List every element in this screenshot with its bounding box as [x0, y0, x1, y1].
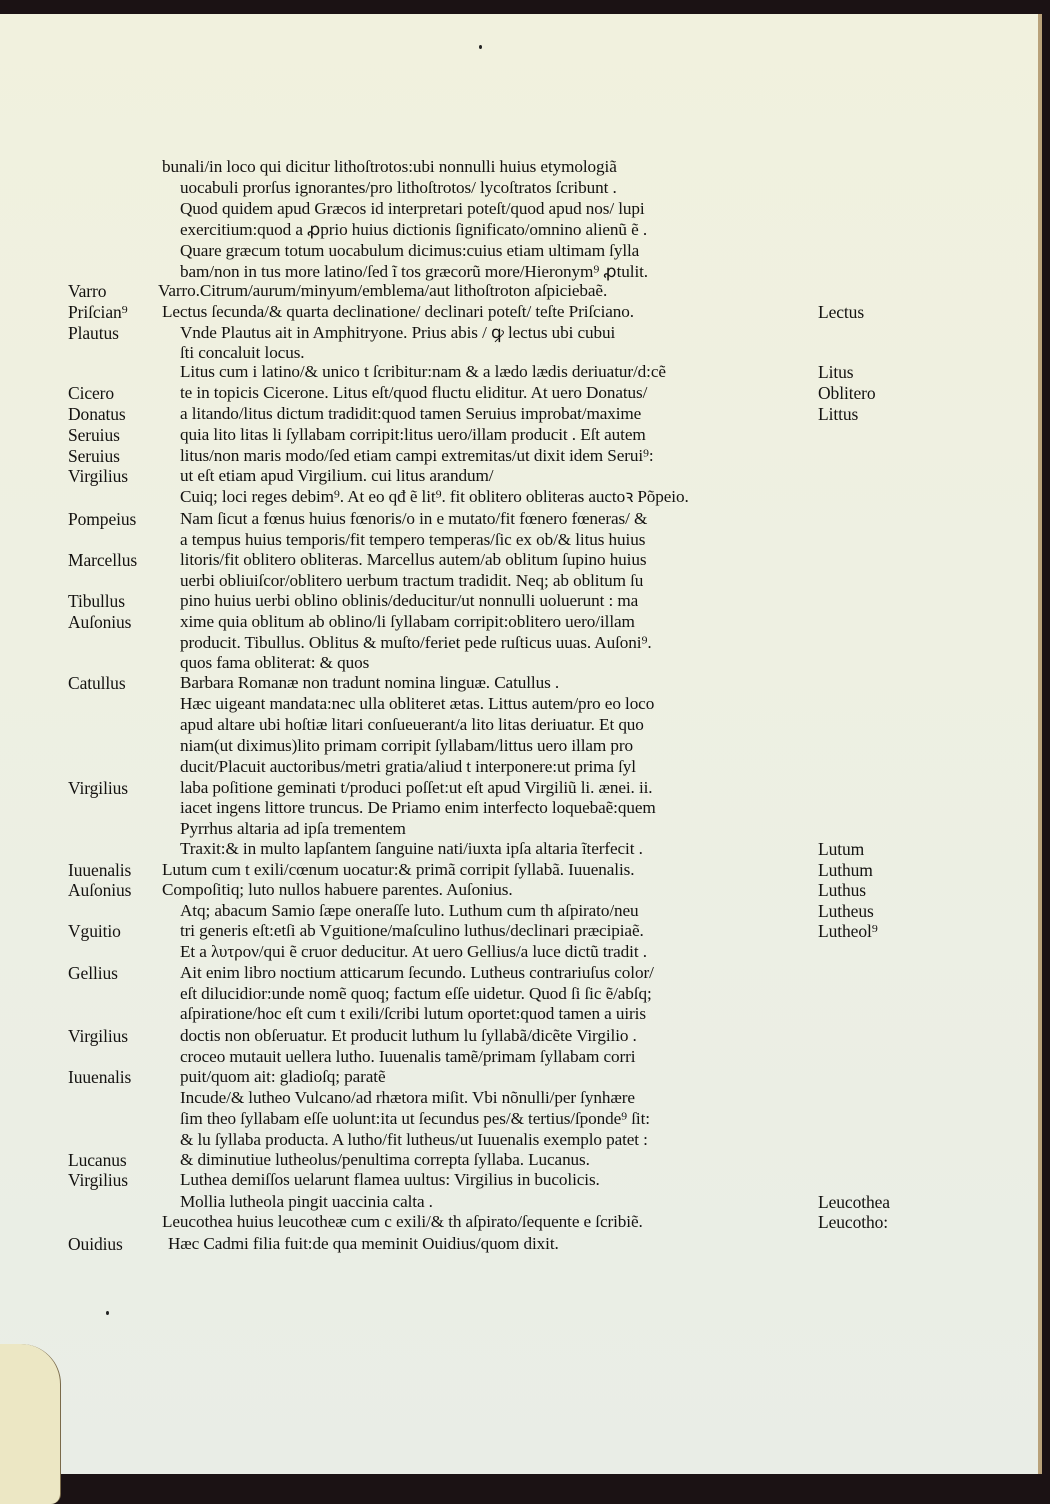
margin-note-left: Gellius — [68, 963, 118, 983]
margin-note-left: Iuuenalis — [68, 860, 132, 880]
margin-note-right: Luthus — [818, 880, 867, 900]
text-line: quia lito litas li ſyllabam corripit:litus uero/illam producit . Eſt autem — [180, 425, 646, 444]
text-line: litus/non maris modo/ſed etiam campi extremitas/ut dixit idem Serui⁹: — [180, 446, 654, 465]
text-line: & diminutiue lutheolus/penultima correpta ſyllaba. Lucanus. — [180, 1150, 590, 1169]
margin-note-left: Virgilius — [68, 466, 128, 486]
margin-note-left: Cicero — [68, 383, 115, 403]
text-line: Mollia lutheola pingit uaccinia calta . — [180, 1192, 433, 1211]
text-line: uocabuli prorſus ignorantes/pro lithoſtrotos/ lycoſtratos ſcribunt . — [180, 178, 617, 197]
text-line: litoris/fit oblitero obliteras. Marcellus autem/ab oblitum ſupino huius — [180, 550, 647, 569]
text-line: Incude/& lutheo Vulcano/ad rhætora miſit. Vbi nõnulli/per ſynhære — [180, 1088, 635, 1107]
ink-speck — [479, 45, 482, 49]
text-line: a tempus huius temporis/fit tempero temperas/ſic ex ob/& litus huius — [180, 530, 646, 549]
text-line: bunali/in loco qui dicitur lithoſtrotos:ubi nonnulli huius etymologiã — [162, 157, 617, 176]
text-line: Barbara Romanæ non tradunt nomina linguæ. Catullus . — [180, 673, 560, 692]
text-line: Lutum cum t exili/cœnum uocatur:& primã corripit ſyllabã. Iuuenalis. — [162, 860, 635, 879]
margin-note-left: Virgilius — [68, 778, 128, 798]
text-line: Cuiq; loci reges debim⁹. At eo qđ ẽ lit⁹. fit oblitero obliteras auctoꝛ Põpeio. — [180, 487, 689, 506]
text-line: ut eſt etiam apud Virgilium. cui litus arandum/ — [180, 466, 494, 485]
text-line: Hæc Cadmi filia fuit:de qua meminit Ouidius/quom dixit. — [168, 1234, 559, 1253]
text-line: Quod quidem apud Græcos id interpretari poteſt/quod apud nos/ lupi — [180, 199, 645, 218]
margin-note-right: Lectus — [818, 302, 865, 322]
margin-note-left: Catullus — [68, 673, 126, 693]
margin-note-right: Leucotho: — [818, 1212, 889, 1232]
text-line: laba poſitione geminati t/produci poſſet:ut eſt apud Virgiliũ li. ænei. ii. — [180, 778, 653, 797]
margin-note-left: Virgilius — [68, 1026, 128, 1046]
text-line: Atq; abacum Samio ſæpe oneraſſe luto. Luthum cum th aſpirato/neu — [180, 901, 639, 920]
text-line: exercitium:quod a ꝓprio huius dictionis ſignificato/omnino alienũ ẽ . — [180, 220, 648, 239]
text-line: ducit/Placuit auctoribus/metri gratia/aliud t interponere:ut prima ſyl — [180, 757, 636, 776]
text-line: & lu ſyllaba producta. A lutho/fit lutheus/ut Iuuenalis exemplo patet : — [180, 1130, 648, 1149]
margin-note-left: Ouidius — [68, 1234, 123, 1254]
page-stain — [0, 1344, 61, 1504]
text-line: ſim theo ſyllabam eſſe uolunt:ita ut ſecundus pes/& tertius/ſponde⁹ ſit: — [180, 1109, 650, 1128]
text-line: Nam ſicut a fœnus huius fœnoris/o in e mutato/fit fœnero fœneras/ & — [180, 509, 648, 528]
margin-note-left: Marcellus — [68, 550, 138, 570]
text-line: Lectus ſecunda/& quarta declinatione/ declinari poteſt/ teſte Priſciano. — [162, 302, 634, 321]
text-line: eſt dilucidior:unde nomẽ quoq; factum eſſe uidetur. Quod ſi ſic ẽ/abſq; — [180, 984, 652, 1003]
margin-note-right: Luthum — [818, 860, 873, 880]
text-line: iacet ingens littore truncus. De Priamo enim interfecto loquebaẽ:quem — [180, 798, 656, 817]
text-line: te in topicis Cicerone. Litus eſt/quod fluctu eliditur. At uero Donatus/ — [180, 383, 648, 402]
margin-note-left: Auſonius — [68, 880, 132, 900]
text-line: Ait enim libro noctium atticarum ſecundo. Lutheus contrariuſus color/ — [180, 963, 654, 982]
text-line: Leucothea huius leucotheæ cum c exili/& th aſpirato/ſequente e ſcribiẽ. — [162, 1212, 643, 1231]
margin-note-left: Virgilius — [68, 1170, 128, 1190]
text-line: Luthea demiſſos uelarunt flamea uultus: Virgilius in bucolicis. — [180, 1170, 600, 1189]
margin-note-left: Donatus — [68, 404, 126, 424]
text-line: Vnde Plautus ait in Amphitryone. Prius abis / ꝙ lectus ubi cubui — [180, 323, 616, 342]
text-line: niam(ut diximus)lito primam corripit ſyllabam/littus uero illam pro — [180, 736, 633, 755]
text-line: producit. Tibullus. Oblitus & muſto/feriet pede ruſticus uuas. Auſoni⁹. — [180, 633, 652, 652]
text-line: Pyrrhus altaria ad ipſa trementem — [180, 819, 406, 838]
text-line: uerbi obliuiſcor/oblitero uerbum tractum tradidit. Neq; ab oblitum ſu — [180, 571, 644, 590]
margin-note-left: Vguitio — [68, 921, 121, 941]
margin-note-right: Lutheol⁹ — [818, 921, 878, 941]
text-line: apud altare ubi hoſtiæ litari conſueuerant/a lito litas deriuatur. Et quo — [180, 715, 644, 734]
text-line: Traxit:& in multo lapſantem ſanguine nati/iuxta ipſa altaria ĩterfecit . — [180, 839, 643, 858]
text-line: quos fama obliterat: & quos — [180, 653, 370, 672]
margin-note-left: Varro — [68, 281, 107, 301]
margin-note-right: Lutum — [818, 839, 865, 859]
text-line: puit/quom ait: gladioſq; paratẽ — [180, 1067, 386, 1086]
text-line: a litando/litus dictum tradidit:quod tamen Seruius improbat/maxime — [180, 404, 642, 423]
margin-note-left: Auſonius — [68, 612, 132, 632]
text-line: Et a λυτρον/qui ẽ cruor deducitur. At uero Gellius/a luce dictũ tradit . — [180, 942, 647, 961]
text-line: ſti concaluit locus. — [180, 343, 305, 362]
margin-note-right: Litus — [818, 362, 854, 382]
text-line: pino huius uerbi oblino oblinis/deducitur/ut nonnulli uoluerunt : ma — [180, 591, 639, 610]
text-line: xime quia oblitum ab oblino/li ſyllabam corripit:oblitero uero/illam — [180, 612, 635, 631]
margin-note-right: Oblitero — [818, 383, 876, 403]
margin-note-left: Pompeius — [68, 509, 137, 529]
text-line: croceo mutauit uellera lutho. Iuuenalis tamẽ/primam ſyllabam corri — [180, 1047, 636, 1066]
text-line: Litus cum i latino/& unico t ſcribitur:nam & a lædo lædis deriuatur/d:cẽ — [180, 362, 666, 381]
text-line: Varro.Citrum/aurum/minyum/emblema/aut lithoſtroton aſpiciebaẽ. — [158, 281, 608, 300]
margin-note-left: Plautus — [68, 323, 119, 343]
margin-note-left: Lucanus — [68, 1150, 127, 1170]
margin-note-right: Leucothea — [818, 1192, 890, 1212]
text-line: Quare græcum totum uocabulum dicimus:cuius etiam ultimam ſylla — [180, 241, 640, 260]
text-line: Compoſitiq; luto nullos habuere parentes. Auſonius. — [162, 880, 513, 899]
margin-note-left: Seruius — [68, 425, 120, 445]
text-line: aſpiratione/hoc eſt cum t exili/ſcribi lutum oportet:quod tamen a uiris — [180, 1004, 646, 1023]
text-line: tri generis eſt:etſi ab Vguitione/maſculino luthus/declinari præcipiaẽ. — [180, 921, 644, 940]
margin-note-left: Tibullus — [68, 591, 125, 611]
text-line: Hæc uigeant mandata:nec ulla obliteret ætas. Littus autem/pro eo loco — [180, 694, 655, 713]
margin-note-left: Seruius — [68, 446, 120, 466]
margin-note-right: Littus — [818, 404, 859, 424]
text-line: bam/non in tus more latino/ſed ĩ tos græcorũ more/Hieronym⁹ ꝓtulit. — [180, 262, 649, 281]
margin-note-left: Iuuenalis — [68, 1067, 132, 1087]
margin-note-right: Lutheus — [818, 901, 874, 921]
margin-note-left: Priſcian⁹ — [68, 302, 128, 322]
ink-speck — [106, 1311, 109, 1315]
text-line: doctis non obſeruatur. Et producit luthum lu ſyllabã/dicẽte Virgilio . — [180, 1026, 637, 1045]
